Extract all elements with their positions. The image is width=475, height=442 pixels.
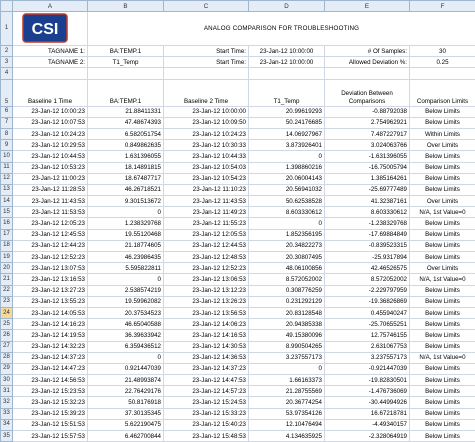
cell-comparison-limit[interactable]: Over Limits <box>410 140 475 151</box>
cell-deviation[interactable]: 0.455940247 <box>325 307 410 318</box>
header-baseline-2-time[interactable]: Baseline 2 Time <box>164 79 249 106</box>
cell-ba-temp[interactable]: 18.14891815 <box>88 162 164 173</box>
cell-baseline-1-time[interactable]: 23-Jan-12 10:00:23 <box>13 106 88 117</box>
cell-comparison-limit[interactable]: Below Limits <box>410 285 475 296</box>
cell-baseline-2-time[interactable]: 23-Jan-12 11:49:23 <box>164 207 249 218</box>
cell-baseline-1-time[interactable]: 23-Jan-12 11:00:23 <box>13 173 88 184</box>
cell-deviation[interactable]: -17.69884849 <box>325 229 410 240</box>
cell-baseline-1-time[interactable]: 23-Jan-12 11:28:53 <box>13 184 88 195</box>
cell-deviation[interactable]: -0.88792038 <box>325 106 410 117</box>
blank-row <box>1 68 475 79</box>
cell-comparison-limit[interactable]: Over Limits <box>410 196 475 207</box>
row-header[interactable]: 19 <box>1 252 13 263</box>
cell-deviation[interactable]: -0.921447039 <box>325 363 410 374</box>
cell-deviation[interactable]: -1.631396055 <box>325 151 410 162</box>
cell-t1-temp[interactable]: 0 <box>249 151 325 162</box>
cell-baseline-2-time[interactable]: 23-Jan-12 15:48:53 <box>164 431 249 442</box>
cell-baseline-2-time[interactable]: 23-Jan-12 14:37:23 <box>164 363 249 374</box>
cell-baseline-1-time[interactable]: 23-Jan-12 10:24:23 <box>13 128 88 139</box>
title-row <box>1 12 475 46</box>
cell-deviation[interactable]: -0.839523315 <box>325 240 410 251</box>
cell-deviation[interactable]: -4.49340157 <box>325 419 410 430</box>
table-row <box>1 128 475 139</box>
cell-baseline-1-time[interactable]: 23-Jan-12 12:45:53 <box>13 229 88 240</box>
cell-t1-temp[interactable]: 20.99619293 <box>249 106 325 117</box>
cell-t1-temp[interactable]: 8.572052002 <box>249 274 325 285</box>
cell-baseline-2-time[interactable]: 23-Jan-12 13:56:53 <box>164 307 249 318</box>
cell-comparison-limit[interactable]: Below Limits <box>410 106 475 117</box>
cell-ba-temp[interactable]: 19.59962082 <box>88 296 164 307</box>
table-row <box>1 363 475 374</box>
samples-label[interactable]: # Of Samples: <box>325 46 410 57</box>
cell-baseline-1-time[interactable]: 23-Jan-12 10:53:23 <box>13 162 88 173</box>
cell-ba-temp[interactable]: 0 <box>88 352 164 363</box>
table-row <box>1 207 475 218</box>
column-header-d[interactable]: D <box>249 1 325 12</box>
cell-baseline-2-time[interactable]: 23-Jan-12 10:30:33 <box>164 140 249 151</box>
cell-baseline-2-time[interactable]: 23-Jan-12 13:06:53 <box>164 274 249 285</box>
row-header[interactable]: 30 <box>1 375 13 386</box>
header-deviation[interactable]: Deviation Between Comparisons <box>325 79 410 106</box>
cell-comparison-limit[interactable]: Below Limits <box>410 162 475 173</box>
cell-ba-temp[interactable]: 36.39633942 <box>88 330 164 341</box>
row-header[interactable]: 5 <box>1 79 13 106</box>
cell-t1-temp[interactable]: 20.56941032 <box>249 184 325 195</box>
start-time-1-value[interactable]: 23-Jan-12 10:00:00 <box>249 46 325 57</box>
cell-baseline-2-time[interactable]: 23-Jan-12 12:44:53 <box>164 240 249 251</box>
row-header[interactable]: 21 <box>1 274 13 285</box>
cell-baseline-2-time[interactable]: 23-Jan-12 14:57:23 <box>164 386 249 397</box>
cell-ba-temp[interactable]: 20.37534523 <box>88 307 164 318</box>
cell-deviation[interactable]: -2.328064919 <box>325 431 410 442</box>
cell-deviation[interactable]: -1.238329768 <box>325 218 410 229</box>
table-row <box>1 375 475 386</box>
cell-baseline-2-time[interactable]: 23-Jan-12 10:44:33 <box>164 151 249 162</box>
column-header-b[interactable]: B <box>88 1 164 12</box>
cell-deviation[interactable]: 3.024063766 <box>325 140 410 151</box>
table-row <box>1 263 475 274</box>
row-header[interactable]: 16 <box>1 218 13 229</box>
cell-baseline-1-time[interactable]: 23-Jan-12 12:05:23 <box>13 218 88 229</box>
cell-baseline-1-time[interactable]: 23-Jan-12 14:05:53 <box>13 307 88 318</box>
cell-comparison-limit[interactable]: Below Limits <box>410 319 475 330</box>
cell[interactable] <box>88 68 164 79</box>
cell-deviation[interactable]: 41.32387161 <box>325 196 410 207</box>
cell-ba-temp[interactable]: 0.921447039 <box>88 363 164 374</box>
cell-baseline-2-time[interactable]: 23-Jan-12 12:48:53 <box>164 252 249 263</box>
cell-deviation[interactable]: 8.572052002 <box>325 274 410 285</box>
cell-comparison-limit[interactable]: Over Limits <box>410 263 475 274</box>
cell-ba-temp[interactable]: 6.359436512 <box>88 341 164 352</box>
cell[interactable] <box>13 68 88 79</box>
cell-comparison-limit[interactable]: Below Limits <box>410 363 475 374</box>
cell-baseline-2-time[interactable]: 23-Jan-12 11:55:23 <box>164 218 249 229</box>
cell-deviation[interactable]: 3.237557173 <box>325 352 410 363</box>
cell-baseline-1-time[interactable]: 23-Jan-12 14:47:23 <box>13 363 88 374</box>
start-time-1-label[interactable]: Start Time: <box>164 46 249 57</box>
cell-deviation[interactable]: 8.603330612 <box>325 207 410 218</box>
cell-comparison-limit[interactable]: Below Limits <box>410 252 475 263</box>
header-ba-temp[interactable]: BA:TEMP.1 <box>88 79 164 106</box>
cell-t1-temp[interactable]: 0.308776259 <box>249 285 325 296</box>
column-header-f[interactable]: F <box>410 1 475 12</box>
cell-ba-temp[interactable]: 6.462700844 <box>88 431 164 442</box>
cell[interactable] <box>164 68 249 79</box>
row-header[interactable]: 23 <box>1 296 13 307</box>
cell-ba-temp[interactable]: 22.76429176 <box>88 386 164 397</box>
cell-baseline-1-time[interactable]: 23-Jan-12 15:23:53 <box>13 386 88 397</box>
cell-deviation[interactable]: -19.82830501 <box>325 375 410 386</box>
cell-baseline-1-time[interactable]: 23-Jan-12 11:53:53 <box>13 207 88 218</box>
row-header[interactable]: 7 <box>1 117 13 128</box>
cell-baseline-2-time[interactable]: 23-Jan-12 12:05:53 <box>164 229 249 240</box>
cell-t1-temp[interactable]: 50.24176685 <box>249 117 325 128</box>
cell-comparison-limit[interactable]: Below Limits <box>410 117 475 128</box>
cell-comparison-limit[interactable]: Below Limits <box>410 151 475 162</box>
tagname-2-value[interactable]: T1_Temp <box>88 57 164 68</box>
cell-ba-temp[interactable]: 19.55120468 <box>88 229 164 240</box>
cell-deviation[interactable]: 12.75746155 <box>325 330 410 341</box>
cell-baseline-1-time[interactable]: 23-Jan-12 13:16:53 <box>13 274 88 285</box>
logo-text: CSI <box>32 21 59 38</box>
cell-t1-temp[interactable]: 14.06927967 <box>249 128 325 139</box>
table-row <box>1 330 475 341</box>
cell-deviation[interactable]: 2.754962921 <box>325 117 410 128</box>
cell-t1-temp[interactable]: 20.83128548 <box>249 307 325 318</box>
cell-baseline-1-time[interactable]: 23-Jan-12 14:32:23 <box>13 341 88 352</box>
report-title[interactable]: ANALOG COMPARISON FOR TROUBLESHOOTING <box>88 12 475 46</box>
table-row <box>1 218 475 229</box>
cell-baseline-1-time[interactable]: 23-Jan-12 11:43:53 <box>13 196 88 207</box>
row-header[interactable]: 9 <box>1 140 13 151</box>
cell-baseline-1-time[interactable]: 23-Jan-12 14:56:53 <box>13 375 88 386</box>
table-row <box>1 184 475 195</box>
cell-deviation[interactable]: -25.9317894 <box>325 252 410 263</box>
table-row <box>1 408 475 419</box>
cell-ba-temp[interactable]: 21.48993874 <box>88 375 164 386</box>
row-header[interactable]: 10 <box>1 151 13 162</box>
cell-baseline-2-time[interactable]: 23-Jan-12 14:47:53 <box>164 375 249 386</box>
cell-baseline-1-time[interactable]: 23-Jan-12 10:07:53 <box>13 117 88 128</box>
cell-baseline-1-time[interactable]: 23-Jan-12 12:52:23 <box>13 252 88 263</box>
cell-deviation[interactable]: -25.70655251 <box>325 319 410 330</box>
cell[interactable] <box>249 68 325 79</box>
cell-baseline-1-time[interactable]: 23-Jan-12 15:39:23 <box>13 408 88 419</box>
table-row <box>1 431 475 442</box>
cell[interactable] <box>325 68 410 79</box>
row-header[interactable]: 14 <box>1 196 13 207</box>
cell-t1-temp[interactable]: 20.36774254 <box>249 397 325 408</box>
cell[interactable] <box>410 68 475 79</box>
table-row <box>1 229 475 240</box>
deviation-value[interactable]: 0.25 <box>410 57 475 68</box>
table-row <box>1 274 475 285</box>
cell-comparison-limit[interactable]: Below Limits <box>410 173 475 184</box>
row-header[interactable]: 32 <box>1 397 13 408</box>
cell-deviation[interactable]: -16.75005794 <box>325 162 410 173</box>
cell-comparison-limit[interactable]: Below Limits <box>410 240 475 251</box>
row-header[interactable]: 31 <box>1 386 13 397</box>
cell-comparison-limit[interactable]: Below Limits <box>410 408 475 419</box>
table-header-row <box>1 79 475 106</box>
cell-baseline-2-time[interactable]: 23-Jan-12 13:12:23 <box>164 285 249 296</box>
cell-comparison-limit[interactable]: Below Limits <box>410 330 475 341</box>
table-row <box>1 307 475 318</box>
cell-deviation[interactable]: -1.476736069 <box>325 386 410 397</box>
row-header[interactable]: 13 <box>1 184 13 195</box>
header-t1-temp[interactable]: T1_Temp <box>249 79 325 106</box>
cell-ba-temp[interactable]: 0.849862635 <box>88 140 164 151</box>
start-time-2-label[interactable]: Start Time: <box>164 57 249 68</box>
cell-comparison-limit[interactable]: Below Limits <box>410 184 475 195</box>
cell-baseline-2-time[interactable]: 23-Jan-12 10:54:03 <box>164 162 249 173</box>
table-row <box>1 319 475 330</box>
cell-baseline-2-time[interactable]: 23-Jan-12 15:33:23 <box>164 408 249 419</box>
table-row <box>1 296 475 307</box>
cell-ba-temp[interactable]: 46.23986435 <box>88 252 164 263</box>
cell-baseline-1-time[interactable]: 23-Jan-12 14:16:23 <box>13 319 88 330</box>
cell-ba-temp[interactable]: 37.30135345 <box>88 408 164 419</box>
cell-deviation[interactable]: -30.44994926 <box>325 397 410 408</box>
cell-t1-temp[interactable]: 0 <box>249 218 325 229</box>
table-row <box>1 386 475 397</box>
cell-comparison-limit[interactable]: Within Limits <box>410 128 475 139</box>
column-header-row <box>1 1 475 12</box>
cell-comparison-limit[interactable]: Below Limits <box>410 218 475 229</box>
data-rows <box>1 106 475 442</box>
cell-ba-temp[interactable]: 5.595822811 <box>88 263 164 274</box>
cell-t1-temp[interactable]: 50.62538528 <box>249 196 325 207</box>
tagname-2-label[interactable]: TAGNAME 2: <box>13 57 88 68</box>
table-row <box>1 162 475 173</box>
cell-baseline-2-time[interactable]: 23-Jan-12 10:09:50 <box>164 117 249 128</box>
cell-baseline-2-time[interactable]: 23-Jan-12 15:24:53 <box>164 397 249 408</box>
row-header[interactable]: 34 <box>1 419 13 430</box>
row-header[interactable]: 18 <box>1 240 13 251</box>
cell-t1-temp[interactable]: 8.603330612 <box>249 207 325 218</box>
cell-ba-temp[interactable]: 46.65040588 <box>88 319 164 330</box>
row-header[interactable]: 33 <box>1 408 13 419</box>
cell-ba-temp[interactable]: 0 <box>88 207 164 218</box>
row-header[interactable]: 26 <box>1 330 13 341</box>
cell-t1-temp[interactable]: 48.06100856 <box>249 263 325 274</box>
cell-deviation[interactable]: 42.46526575 <box>325 263 410 274</box>
row-header[interactable]: 28 <box>1 352 13 363</box>
table-row <box>1 252 475 263</box>
cell-baseline-2-time[interactable]: 23-Jan-12 14:36:53 <box>164 352 249 363</box>
table-row <box>1 285 475 296</box>
column-header-a[interactable]: A <box>13 1 88 12</box>
cell-baseline-2-time[interactable]: 23-Jan-12 14:06:23 <box>164 319 249 330</box>
header-baseline-1-time[interactable]: Baseline 1 Time <box>13 79 88 106</box>
table-row <box>1 196 475 207</box>
table-row <box>1 140 475 151</box>
cell-baseline-2-time[interactable]: 23-Jan-12 10:00:00 <box>164 106 249 117</box>
row-header[interactable]: 12 <box>1 173 13 184</box>
cell-ba-temp[interactable]: 21.88411331 <box>88 106 164 117</box>
tagname-1-label[interactable]: TAGNAME 1: <box>13 46 88 57</box>
cell-ba-temp[interactable]: 18.67487717 <box>88 173 164 184</box>
cell-t1-temp[interactable]: 21.28755569 <box>249 386 325 397</box>
row-header[interactable]: 6 <box>1 106 13 117</box>
column-header-e[interactable]: E <box>325 1 410 12</box>
cell-baseline-1-time[interactable]: 23-Jan-12 14:19:53 <box>13 330 88 341</box>
cell-baseline-2-time[interactable]: 23-Jan-12 11:43:53 <box>164 196 249 207</box>
row-header[interactable]: 3 <box>1 57 13 68</box>
cell-comparison-limit[interactable]: Below Limits <box>410 229 475 240</box>
cell-t1-temp[interactable]: 20.30807495 <box>249 252 325 263</box>
cell-ba-temp[interactable]: 9.301513672 <box>88 196 164 207</box>
table-row <box>1 151 475 162</box>
cell-baseline-2-time[interactable]: 23-Jan-12 15:40:23 <box>164 419 249 430</box>
start-time-2-value[interactable]: 23-Jan-12 10:00:00 <box>249 57 325 68</box>
cell-baseline-2-time[interactable]: 23-Jan-12 10:24:23 <box>164 128 249 139</box>
cell-baseline-2-time[interactable]: 23-Jan-12 13:26:23 <box>164 296 249 307</box>
cell-t1-temp[interactable]: 20.06004143 <box>249 173 325 184</box>
header-comparison-limits[interactable]: Comparison Limits <box>410 79 475 106</box>
cell-ba-temp[interactable]: 5.622190475 <box>88 419 164 430</box>
cell-ba-temp[interactable]: 46.26718521 <box>88 184 164 195</box>
cell-ba-temp[interactable]: 50.8176918 <box>88 397 164 408</box>
cell-baseline-1-time[interactable]: 23-Jan-12 14:37:23 <box>13 352 88 363</box>
cell-comparison-limit[interactable]: Below Limits <box>410 419 475 430</box>
select-all-corner[interactable] <box>1 1 13 12</box>
cell-baseline-1-time[interactable]: 23-Jan-12 13:55:23 <box>13 296 88 307</box>
row-header[interactable]: 35 <box>1 431 13 442</box>
table-row <box>1 352 475 363</box>
cell-deviation[interactable]: 7.487227917 <box>325 128 410 139</box>
cell-baseline-1-time[interactable]: 23-Jan-12 15:32:23 <box>13 397 88 408</box>
row-header[interactable]: 27 <box>1 341 13 352</box>
cell-t1-temp[interactable]: 0.231292129 <box>249 296 325 307</box>
column-header-c[interactable]: C <box>164 1 249 12</box>
cell-ba-temp[interactable]: 6.582051754 <box>88 128 164 139</box>
tagname-1-value[interactable]: BA:TEMP.1 <box>88 46 164 57</box>
cell-comparison-limit[interactable]: N/A, 1st Value=0 <box>410 274 475 285</box>
info-row <box>1 57 475 68</box>
cell-deviation[interactable]: -25.69777489 <box>325 184 410 195</box>
cell-t1-temp[interactable]: 1.66163373 <box>249 375 325 386</box>
table-row <box>1 240 475 251</box>
cell-baseline-2-time[interactable]: 23-Jan-12 10:54:23 <box>164 173 249 184</box>
table-row <box>1 397 475 408</box>
row-header[interactable]: 17 <box>1 229 13 240</box>
cell-ba-temp[interactable]: 2.538574219 <box>88 285 164 296</box>
row-header[interactable]: 20 <box>1 263 13 274</box>
cell-deviation[interactable]: 2.631067753 <box>325 341 410 352</box>
table-row <box>1 173 475 184</box>
cell-t1-temp[interactable]: 1.852356195 <box>249 229 325 240</box>
row-header[interactable]: 1 <box>1 12 13 46</box>
cell-ba-temp[interactable]: 1.238329768 <box>88 218 164 229</box>
cell-baseline-2-time[interactable]: 23-Jan-12 14:30:53 <box>164 341 249 352</box>
info-row <box>1 46 475 57</box>
cell-baseline-1-time[interactable]: 23-Jan-12 13:27:23 <box>13 285 88 296</box>
cell-baseline-2-time[interactable]: 23-Jan-12 14:16:53 <box>164 330 249 341</box>
cell-deviation[interactable]: 1.385164261 <box>325 173 410 184</box>
cell-comparison-limit[interactable]: Below Limits <box>410 296 475 307</box>
row-header[interactable]: 4 <box>1 68 13 79</box>
cell-t1-temp[interactable]: 20.94385338 <box>249 319 325 330</box>
cell-baseline-1-time[interactable]: 23-Jan-12 10:29:53 <box>13 140 88 151</box>
cell-t1-temp[interactable]: 3.237557173 <box>249 352 325 363</box>
cell-comparison-limit[interactable]: Below Limits <box>410 307 475 318</box>
cell-ba-temp[interactable]: 0 <box>88 274 164 285</box>
cell-comparison-limit[interactable]: Below Limits <box>410 386 475 397</box>
cell-t1-temp[interactable]: 0 <box>249 363 325 374</box>
cell-baseline-1-time[interactable]: 23-Jan-12 15:57:53 <box>13 431 88 442</box>
cell-t1-temp[interactable]: 1.398860216 <box>249 162 325 173</box>
table-row <box>1 341 475 352</box>
cell-ba-temp[interactable]: 21.18774605 <box>88 240 164 251</box>
row-header[interactable]: 22 <box>1 285 13 296</box>
cell-t1-temp[interactable]: 53.97354126 <box>249 408 325 419</box>
cell-baseline-1-time[interactable]: 23-Jan-12 15:51:53 <box>13 419 88 430</box>
cell-deviation[interactable]: 16.67218781 <box>325 408 410 419</box>
row-header[interactable]: 25 <box>1 319 13 330</box>
cell-baseline-1-time[interactable]: 23-Jan-12 12:44:23 <box>13 240 88 251</box>
cell-comparison-limit[interactable]: Below Limits <box>410 375 475 386</box>
cell-comparison-limit[interactable]: N/A, 1st Value=0 <box>410 207 475 218</box>
row-header[interactable]: 11 <box>1 162 13 173</box>
table-row <box>1 419 475 430</box>
cell-ba-temp[interactable]: 1.631396055 <box>88 151 164 162</box>
cell-comparison-limit[interactable]: Below Limits <box>410 431 475 442</box>
row-header[interactable]: 8 <box>1 128 13 139</box>
cell-comparison-limit[interactable]: Below Limits <box>410 341 475 352</box>
csi-logo <box>22 13 68 43</box>
cell-baseline-2-time[interactable]: 23-Jan-12 11:10:23 <box>164 184 249 195</box>
cell-deviation[interactable]: -2.229797959 <box>325 285 410 296</box>
cell-comparison-limit[interactable]: Below Limits <box>410 397 475 408</box>
row-header[interactable]: 15 <box>1 207 13 218</box>
cell-baseline-1-time[interactable]: 23-Jan-12 13:07:53 <box>13 263 88 274</box>
deviation-label[interactable]: Allowed Deviation %: <box>325 57 410 68</box>
cell-baseline-1-time[interactable]: 23-Jan-12 10:44:53 <box>13 151 88 162</box>
cell-t1-temp[interactable]: 12.10476494 <box>249 419 325 430</box>
row-header[interactable]: 29 <box>1 363 13 374</box>
cell-t1-temp[interactable]: 20.34822273 <box>249 240 325 251</box>
cell-t1-temp[interactable]: 8.990504265 <box>249 341 325 352</box>
row-header[interactable]: 24 <box>1 307 13 318</box>
cell-t1-temp[interactable]: 4.134635925 <box>249 431 325 442</box>
cell-deviation[interactable]: -19.36826869 <box>325 296 410 307</box>
cell-baseline-2-time[interactable]: 23-Jan-12 12:52:23 <box>164 263 249 274</box>
cell-t1-temp[interactable]: 49.15380096 <box>249 330 325 341</box>
samples-value[interactable]: 30 <box>410 46 475 57</box>
row-header[interactable]: 2 <box>1 46 13 57</box>
cell-t1-temp[interactable]: 3.873926401 <box>249 140 325 151</box>
table-row <box>1 117 475 128</box>
table-row <box>1 106 475 117</box>
cell-comparison-limit[interactable]: N/A, 1st Value=0 <box>410 352 475 363</box>
cell-ba-temp[interactable]: 47.48674393 <box>88 117 164 128</box>
